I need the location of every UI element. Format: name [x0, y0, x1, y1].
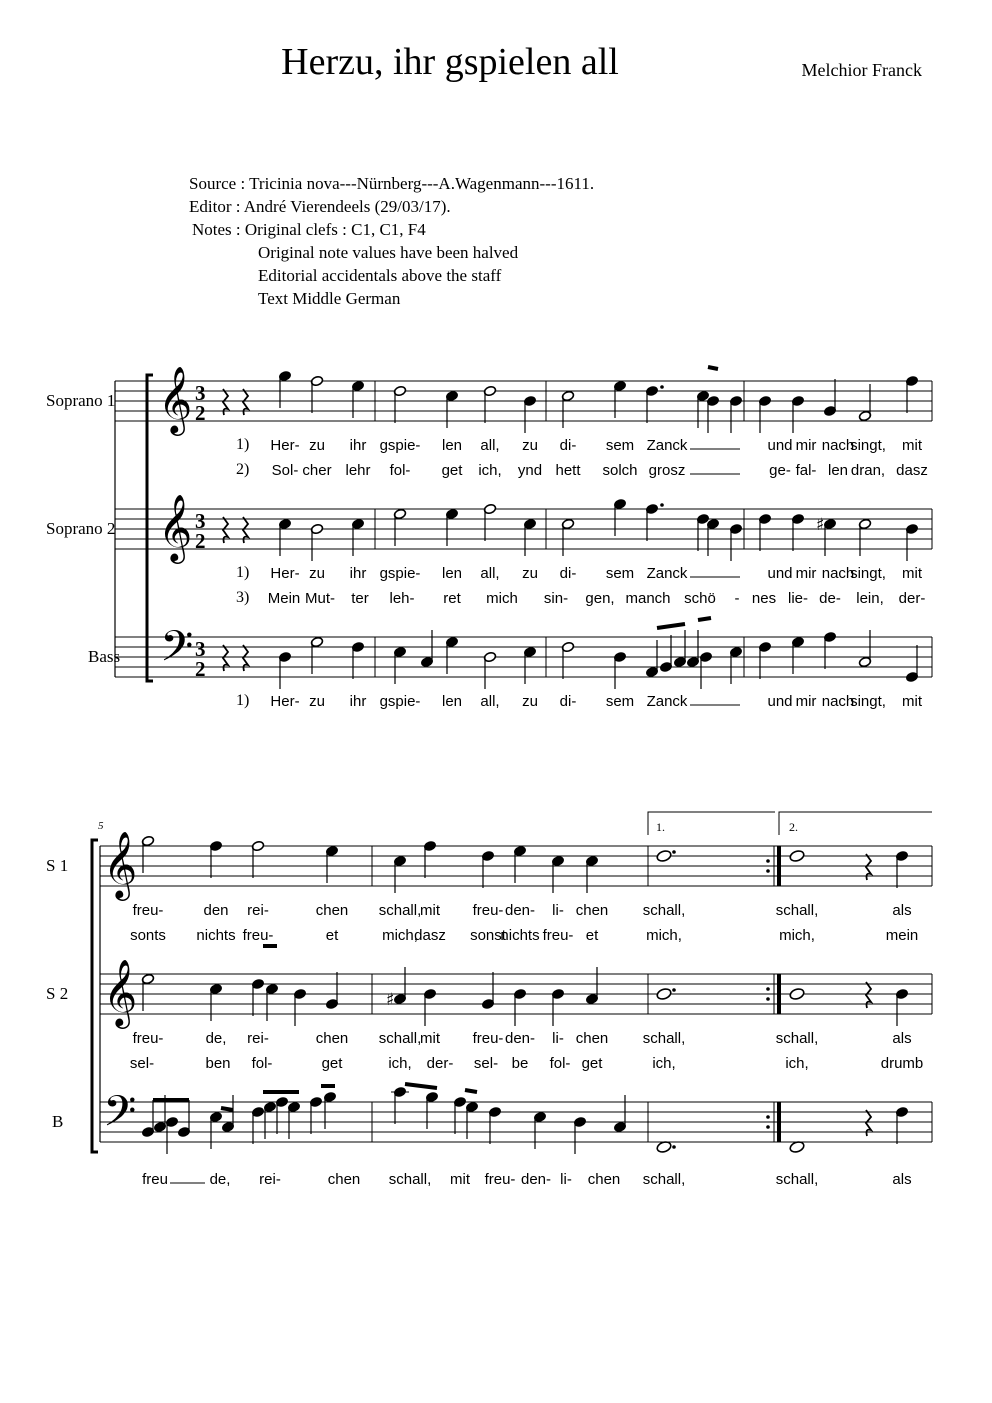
lyric-syllable: chen — [327, 1171, 361, 1188]
augmentation-dot — [672, 988, 676, 992]
lyric-syllable: schö — [684, 590, 716, 607]
lyric-syllable: chen — [315, 1030, 349, 1047]
lyric-syllable: zu — [309, 565, 325, 582]
lyric-syllable: Zanck — [646, 565, 688, 582]
lyric-syllable: singt, — [850, 565, 886, 582]
lyric-syllable: zu — [309, 437, 325, 454]
lyric-syllable: der- — [426, 1055, 454, 1072]
volta-1-bracket — [648, 812, 775, 835]
lyric-syllable: chen — [575, 1030, 609, 1047]
lyric-syllable: schall, — [642, 1171, 686, 1188]
lyric-syllable: ter — [351, 590, 369, 607]
notes-text: Text Middle German — [258, 289, 401, 308]
lyric-syllable: len — [827, 462, 849, 479]
lyric-syllable: di- — [559, 693, 577, 710]
lyric-syllable: ret — [443, 590, 461, 607]
system-bracket — [92, 840, 98, 1152]
verse-number: 1) — [236, 692, 250, 709]
lyric-syllable: ich, — [478, 462, 502, 479]
lyric-syllable: Her- — [270, 693, 300, 710]
lyric-syllable: all, — [480, 565, 500, 582]
lyric-syllable: nach — [821, 565, 855, 582]
beam — [221, 1108, 233, 1110]
augmentation-dot — [672, 850, 676, 854]
lyric-syllable: lein, — [856, 590, 884, 607]
part-name-soprano2: Soprano 2 — [46, 519, 116, 538]
measure-number: 5 — [98, 820, 104, 832]
s1-sys2-note — [656, 849, 672, 862]
lyric-syllable: di- — [559, 437, 577, 454]
lyric-syllable: nichts — [500, 927, 540, 944]
repeat-dot — [766, 987, 770, 991]
lyric-syllable: de- — [819, 590, 841, 607]
lyric-syllable: mich, — [646, 927, 682, 944]
lyric-syllable: sem — [605, 437, 635, 454]
lyric-syllable: mich — [486, 590, 518, 607]
notes-note-values: Original note values have been halved — [258, 243, 519, 262]
verse-number: 1) — [236, 436, 250, 453]
lyric-syllable: mit — [902, 437, 922, 454]
lyric-syllable: mir — [795, 693, 817, 710]
lyric-syllable: lie- — [787, 590, 809, 607]
treble-clef-icon: 𝄞 — [158, 365, 193, 433]
lyric-syllable: - — [734, 590, 740, 607]
lyric-syllable: den- — [520, 1171, 552, 1188]
treble-clef-icon: 𝄞 — [158, 493, 193, 561]
lyric-syllable: mit — [420, 902, 440, 919]
notes-line: Notes : Original clefs : C1, C1, F4 — [192, 220, 426, 239]
beam — [708, 367, 718, 369]
beam — [657, 624, 685, 628]
lyric-syllable: zu — [522, 693, 538, 710]
volta-1-label: 1. — [656, 820, 665, 834]
lyric-syllable: chen — [315, 902, 349, 919]
lyric-syllable: fol- — [389, 462, 411, 479]
lyric-syllable: get — [321, 1055, 343, 1072]
lyric-syllable: all, — [480, 693, 500, 710]
augmentation-dot — [660, 385, 664, 389]
lyric-syllable: ge- — [769, 462, 791, 479]
lyric-syllable: leh- — [389, 590, 415, 607]
time-signature-denominator: 2 — [195, 401, 206, 425]
lyric-syllable: ynd — [517, 462, 543, 479]
s1-sys2-note — [789, 849, 805, 862]
lyric-syllable: Mein — [267, 590, 301, 607]
lyric-syllable: mich, — [779, 927, 815, 944]
sharp-icon: ♯ — [816, 515, 825, 535]
lyric-syllable: Zanck — [646, 437, 688, 454]
lyric-syllable: ich, — [652, 1055, 676, 1072]
lyric-syllable: cher — [302, 462, 332, 479]
lyric-syllable: schall, — [378, 1030, 422, 1047]
lyric-syllable: dran, — [850, 462, 886, 479]
part-name-soprano1: Soprano 1 — [46, 391, 116, 410]
repeat-dot — [766, 859, 770, 863]
lyric-syllable: mit — [902, 693, 922, 710]
lyric-syllable: fol- — [251, 1055, 273, 1072]
part-label-s1: S 1 — [46, 856, 69, 875]
lyric-syllable: schall, — [642, 1030, 686, 1047]
repeat-dot — [766, 997, 770, 1001]
lyric-syllable: chen — [587, 1171, 621, 1188]
s2-sys2-note — [656, 987, 672, 1000]
lyric-syllable: len — [441, 693, 463, 710]
lyric-syllable: zu — [522, 437, 538, 454]
lyric-syllable: li- — [560, 1171, 572, 1188]
lyric-syllable: schall, — [388, 1171, 432, 1188]
s2-sys2-note — [789, 987, 805, 1000]
lyric-syllable: der- — [898, 590, 926, 607]
part-label-b: B — [52, 1112, 64, 1131]
lyric-syllable: mir — [795, 565, 817, 582]
notes-accidentals: Editorial accidentals above the staff — [258, 266, 502, 285]
lyric-syllable: freu- — [472, 902, 504, 919]
verse-number: 3) — [236, 589, 250, 606]
verse-number: 1) — [236, 564, 250, 581]
lyric-syllable: mit — [450, 1171, 470, 1188]
time-signature-denominator: 2 — [195, 529, 206, 553]
beam — [465, 1090, 477, 1092]
lyric-syllable: de, — [205, 1030, 227, 1047]
lyric-syllable: solch — [602, 462, 638, 479]
lyric-syllable: rei- — [247, 902, 269, 919]
lyric-syllable: Her- — [270, 437, 300, 454]
lyric-syllable: di- — [559, 565, 577, 582]
volta-2-label: 2. — [789, 820, 798, 834]
lyric-syllable: Mut- — [305, 590, 335, 607]
lyric-syllable: ihr — [349, 437, 367, 454]
lyric-syllable: li- — [552, 902, 564, 919]
lyric-syllable: manch — [625, 590, 671, 607]
lyric-syllable: schall, — [775, 1030, 819, 1047]
lyric-syllable: sem — [605, 565, 635, 582]
part-label-s2: S 2 — [46, 984, 69, 1003]
page-title: Herzu, ihr gspielen all — [281, 41, 619, 83]
lyric-syllable: und — [767, 437, 793, 454]
lyric-syllable: schall, — [775, 1171, 819, 1188]
repeat-dot — [766, 1115, 770, 1119]
lyric-syllable: hett — [555, 462, 581, 479]
lyric-syllable: mein — [885, 927, 919, 944]
lyric-syllable: singt, — [850, 693, 886, 710]
time-signature-numerator: 3 — [195, 637, 206, 661]
lyric-syllable: mich, — [382, 927, 418, 944]
source-line: Source : Tricinia nova---Nürnberg---A.Wagenmann---1611. — [189, 174, 595, 193]
lyric-syllable: dasz — [896, 462, 928, 479]
lyric-syllable: den- — [504, 902, 536, 919]
lyric-syllable: gspie- — [379, 693, 421, 710]
treble-clef-icon: 𝄞 — [103, 958, 138, 1026]
lyric-syllable: gspie- — [379, 565, 421, 582]
lyric-syllable: gspie- — [379, 437, 421, 454]
composer-name: Melchior Franck — [801, 60, 922, 80]
augmentation-dot — [660, 503, 664, 507]
lyric-syllable: len — [441, 437, 463, 454]
repeat-dot — [766, 869, 770, 873]
lyric-syllable: zu — [309, 693, 325, 710]
lyric-syllable: get — [441, 462, 463, 479]
lyric-syllable: als — [892, 1030, 912, 1047]
lyric-syllable: zu — [522, 565, 538, 582]
lyric-syllable: len — [441, 565, 463, 582]
lyric-syllable: be — [511, 1055, 529, 1072]
lyric-syllable: rei- — [247, 1030, 269, 1047]
lyric-syllable: freu- — [472, 1030, 504, 1047]
repeat-dot — [766, 1125, 770, 1129]
volta-2-bracket — [779, 812, 932, 835]
treble-clef-icon: 𝄞 — [103, 830, 138, 898]
lyric-syllable: und — [767, 565, 793, 582]
lyric-syllable: freu- — [132, 1030, 164, 1047]
lyric-syllable: Zanck — [646, 693, 688, 710]
lyric-syllable: nes — [751, 590, 777, 607]
lyric-syllable: fol- — [549, 1055, 571, 1072]
lyric-syllable: den — [203, 902, 229, 919]
time-signature-numerator: 3 — [195, 381, 206, 405]
lyric-syllable: sin- — [543, 590, 569, 607]
lyric-syllable: ich, — [388, 1055, 412, 1072]
lyric-syllable: als — [892, 1171, 912, 1188]
lyric-syllable: den- — [504, 1030, 536, 1047]
time-signature-denominator: 2 — [195, 657, 206, 681]
beam — [698, 618, 711, 620]
lyric-syllable: sonts — [130, 927, 166, 944]
lyric-syllable: ihr — [349, 565, 367, 582]
bass-clef-icon: 𝄢 — [103, 1087, 137, 1147]
lyric-syllable: Her- — [270, 565, 300, 582]
lyric-syllable: Sol- — [271, 462, 299, 479]
lyric-syllable: sonst — [470, 927, 506, 944]
lyric-syllable: sel- — [129, 1055, 155, 1072]
editor-line: Editor : André Vierendeels (29/03/17). — [189, 197, 451, 216]
lyric-syllable: nichts — [196, 927, 236, 944]
lyric-syllable: all, — [480, 437, 500, 454]
lyric-syllable: nach — [821, 693, 855, 710]
lyric-syllable: sem — [605, 693, 635, 710]
lyric-syllable: et — [325, 927, 339, 944]
lyric-syllable: schall, — [775, 902, 819, 919]
lyric-syllable: drumb — [880, 1055, 924, 1072]
time-signature-numerator: 3 — [195, 509, 206, 533]
lyric-syllable: und — [767, 693, 793, 710]
lyric-syllable: ihr — [349, 693, 367, 710]
sharp-icon: ♯ — [386, 990, 395, 1010]
lyric-syllable: freu- — [484, 1171, 516, 1188]
lyric-syllable: ich, — [785, 1055, 809, 1072]
lyric-syllable: sel- — [473, 1055, 499, 1072]
lyric-syllable: get — [581, 1055, 603, 1072]
bass-clef-icon: 𝄢 — [160, 622, 194, 682]
augmentation-dot — [672, 1145, 676, 1149]
verse-number: 2) — [236, 461, 250, 478]
lyric-syllable: li- — [552, 1030, 564, 1047]
lyric-syllable: chen — [575, 902, 609, 919]
lyric-syllable: schall, — [642, 902, 686, 919]
lyric-syllable: grosz — [648, 462, 686, 479]
lyric-syllable: nach — [821, 437, 855, 454]
lyric-syllable: ben — [205, 1055, 231, 1072]
lyric-syllable: gen, — [585, 590, 615, 607]
lyric-syllable: als — [892, 902, 912, 919]
lyric-syllable: rei- — [259, 1171, 281, 1188]
lyric-syllable: schall, — [378, 902, 422, 919]
lyric-syllable: mir — [795, 437, 817, 454]
lyric-syllable: et — [585, 927, 599, 944]
lyric-syllable: freu — [142, 1171, 168, 1188]
lyric-syllable: dasz — [414, 927, 446, 944]
part-name-bass: Bass — [88, 647, 121, 666]
lyric-syllable: fal- — [795, 462, 817, 479]
lyric-syllable: singt, — [850, 437, 886, 454]
lyric-syllable: mit — [902, 565, 922, 582]
lyric-syllable: freu- — [242, 927, 274, 944]
beam — [405, 1084, 437, 1088]
lyric-syllable: freu- — [132, 902, 164, 919]
lyric-syllable: de, — [209, 1171, 231, 1188]
lyric-syllable: freu- — [542, 927, 574, 944]
lyric-syllable: mit — [420, 1030, 440, 1047]
lyric-syllable: lehr — [345, 462, 371, 479]
